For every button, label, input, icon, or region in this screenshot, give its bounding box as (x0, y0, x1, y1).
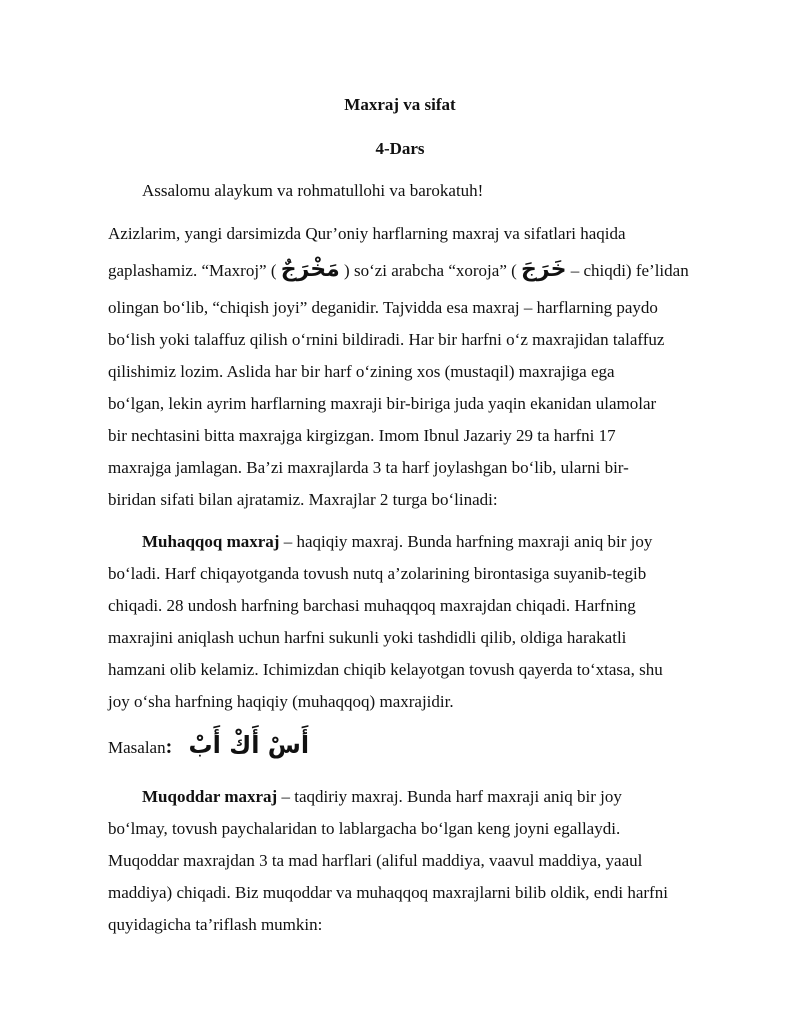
text-line: bir nechtasini bitta maxrajga kirgizgan. Imom Ibnul Jazariy 29 ta harfni 17 (108, 426, 616, 445)
text-line: bo‘lmay, tovush paychalaridan to lablargacha bo‘lgan keng joyni egallaydi. (108, 819, 621, 838)
text-line (142, 531, 652, 553)
arabic-word-xoroja: خَرَجَ (521, 257, 567, 282)
term-muqoddar: Muqoddar maxraj (142, 787, 278, 806)
text-line: chiqadi. 28 undosh harfning barchasi muhaqqoq maxrajdan chiqadi. Harfning (108, 596, 636, 615)
text-line: maxrajga jamlagan. Ba’zi maxrajlarda 3 ta harf joylashgan bo‘lib, ularni bir- (108, 458, 629, 477)
text-line: bo‘ladi. Harf chiqayotganda tovush nutq a’zolarining birontasiga suyanib-tegib (108, 564, 647, 583)
example-label: Masalan (108, 738, 166, 757)
text-line: qilishimiz lozim. Aslida har bir harf o‘zining xos (mustaqil) maxrajiga ega (108, 362, 615, 381)
text-line: Muqoddar maxrajdan 3 ta mad harflari (aliful maddiya, vaavul maddiya, yaaul (108, 851, 643, 870)
text-span: – haqiqiy maxraj. Bunda harfning maxraji aniq bir joy (279, 532, 653, 551)
arabic-word-maxraj: مَخْرَجٌ (280, 257, 340, 282)
text-line (142, 786, 622, 808)
greeting: Assalomu alaykum va rohmatullohi va barokatuh! (142, 181, 484, 200)
text-line: biridan sifati bilan ajratamiz. Maxrajlar 2 turga bo‘linadi: (108, 490, 498, 509)
text-line: maddiya) chiqadi. Biz muqoddar va muhaqqoq maxrajlarni bilib oldik, endi harfni (108, 883, 668, 902)
text-line: Azizlarim, yangi darsimizda Qur’oniy harflarning maxraj va sifatlari haqida (108, 224, 626, 243)
arabic-example-letters: أَسْ أَكْ أَبْ (188, 731, 310, 759)
text-line (108, 259, 689, 282)
text-line: olingan bo‘lib, “chiqish joyi” deganidir. Tajvidda esa maxraj – harflarning paydo (108, 298, 658, 317)
text-span: – chiqdi) fe’lidan (566, 261, 689, 280)
text-line: bo‘lish yoki talaffuz qilish o‘rnini bildiradi. Har bir harfni o‘z maxrajidan talaffuz (108, 330, 665, 349)
text-line: joy o‘sha harfning haqiqiy (muhaqqoq) maxrajidir. (108, 692, 454, 711)
text-line: hamzani olib kelamiz. Ichimizdan chiqib kelayotgan tovush qayerda to‘xtasa, shu (108, 660, 663, 679)
lesson-number: 4-Dars (375, 139, 425, 158)
text-line: quyidagicha ta’riflash mumkin: (108, 915, 323, 934)
example-colon: : (165, 736, 173, 758)
text-span: ) so‘zi arabcha “xoroja” ( (344, 261, 517, 280)
text-span: gaplashamiz. “Maxroj” ( (108, 261, 277, 280)
document-title: Maxraj va sifat (344, 95, 456, 114)
text-line: bo‘lgan, lekin ayrim harflarning maxraji bir-biriga juda yaqin ekanidan ulamolar (108, 394, 657, 413)
text-span: – taqdiriy maxraj. Bunda harf maxraji aniq bir joy (277, 787, 622, 806)
term-muhaqqoq: Muhaqqoq maxraj (142, 532, 280, 551)
text-line: maxrajini aniqlash uchun harfni sukunli yoki tashdidli qilib, oldiga harakatli (108, 628, 627, 647)
example-line (108, 731, 310, 759)
